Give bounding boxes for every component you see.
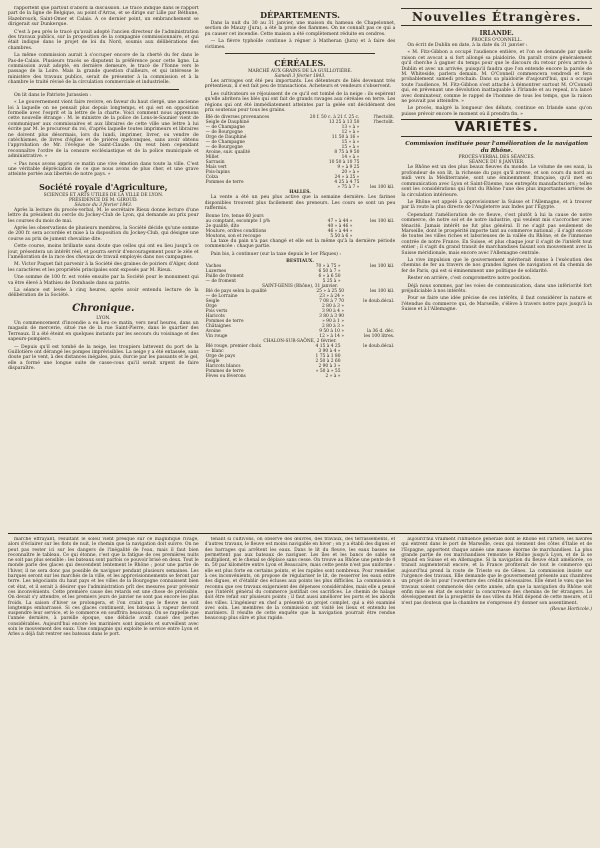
table-cell: 12 » à » bbox=[341, 130, 360, 136]
table-cell: 2e qualité, dito bbox=[205, 223, 240, 229]
table-cell: Millet bbox=[205, 155, 219, 161]
session-date: SÉANCE DU 8 JANVIER. bbox=[468, 160, 525, 166]
table-cell: 7 08 à 7 70 bbox=[319, 298, 345, 304]
table-cell: 3 80 à 3 90 bbox=[319, 313, 345, 319]
article-text: La vente a été un peu plus active que la semaine dernière. Les farines disponibles trouvent plus facilement des preneurs. Les cours se sont un peu raffermis. bbox=[204, 195, 396, 212]
table-cell: Pois-lupins bbox=[205, 170, 230, 176]
article-text: — La fièvre typhoïde continue à régner à Matheran (Jura) et à faire des victimes. bbox=[204, 39, 396, 50]
table-cell: 20 » à » bbox=[341, 170, 360, 176]
commission-heading: Commission instituée pour l'amélioration de la navigation du Rhône. bbox=[405, 141, 589, 154]
article-text: Pain bis, à continuer (sur la taxe depuis le 1er Pâques) : bbox=[210, 251, 341, 257]
article-text: Après la lecture du procès-verbal, M. le secrétaire Rieux donne lecture d'une lettre du président du cercle du Jockey-Club de Lyon, qui demande au prix pour les courses du mois de mai. bbox=[8, 207, 199, 224]
table-cell: 3 90 à 4 » bbox=[318, 348, 341, 354]
table-cell: 4 25 à 4 75 bbox=[334, 180, 360, 186]
article-text: « Pas nous avons appris ce matin une vive émotion dans toute la ville. C'est une véritable dépréciation de ce que nous avons de plus cher, et une grave atteinte portée aux libertés de notre pays. » bbox=[8, 161, 199, 178]
article-text: Le Rhône est appelé à approvisionner la Suisse et l'Allemagne, et à trouver par là route la plus directe de l'Angleterre aux Indes par l'Égypte. bbox=[401, 199, 593, 211]
table-cell: 4 15 à 4 25 bbox=[315, 343, 341, 349]
article-text: — Depuis qu'il est tombé de la neige, les troupiers lattevent du port de la Guillotière ont dérangé les pompes imprévisibles. La neige y a été entassée, sans doute par le vent, à des distances inégales, puis, durcie par les passants et le gel, elle a formé une longue suite de casse-cous qui'il serait urgent de faire disparaître. bbox=[8, 344, 199, 372]
article-text: Après les observations de plusieurs membres, la Société décide qu'une somme de 200 fr. sera accordée et mise à la disposition du Jockey-Club, qui désigne une course au prix de jument chevaline dite. bbox=[8, 226, 199, 242]
article-text: La séance est levée à cinq heures, après avoir entendu lecture de la délibération de la Société. bbox=[8, 288, 199, 299]
table-cell: — de Bourgogne bbox=[205, 145, 243, 151]
table-cell: 3 90 à 4 » bbox=[321, 308, 345, 314]
table-cell: Orge de pays bbox=[205, 353, 236, 359]
saint-genis-price-table bbox=[205, 289, 396, 339]
section-subheading: PROCÈS O'CONNELL. bbox=[471, 38, 523, 43]
article-text: On écrit de Dublin en date, à la date du 31 janvier : bbox=[407, 43, 528, 48]
table-cell: les 100 kil. bbox=[370, 263, 395, 269]
table-cell: — de Champagne bbox=[205, 140, 245, 146]
table-cell: 2 80 à 3 » bbox=[321, 323, 345, 329]
chalon-price-table bbox=[205, 344, 396, 379]
table-cell: 11 50 à 16 » bbox=[331, 135, 360, 141]
section-subheading: CHALON-SUR-SAÔNE, 2 février. bbox=[263, 338, 337, 344]
article-text: « M. Fitz-Gibbon a occupé l'audience entière, et l'on se demande par quelle raison cet avocat a si fort allongé sa plaidoirie. On paraît croire généralement qu'il cherche à gagner du temps pour que le discours du retour prévu arrive à Dublin et avec un arrivée, puisqu'il faudra que l'on entende encore la parole de M. Whiteside, parlera demain. M. O'Connell commencera vendredi et fera probablement samedi prochain. Dans sa plaidoirie d'aujourd'hui, qui a occupé toute l'audience, M. Fitz-Gibbon s'est attaché à démontrer surtout M. O'Connell qui, en prévenant une dévolution inattaquable à l'Irlande et au repeal, n'a lancé avec dominateur, comme le rappel de l'homme de tous les temps, que la raison ne pouvait pas atteindre. » bbox=[401, 50, 593, 105]
table-cell: — de Bourgogne bbox=[205, 130, 243, 136]
table-cell: la 36 d. déc. bbox=[367, 328, 395, 334]
table-cell: 40 » à 46 » bbox=[327, 223, 353, 229]
table-cell: 46 » à 44 » bbox=[327, 228, 353, 234]
article-lead: On lit dans le Patriote Jurassien : bbox=[14, 92, 92, 98]
column-3 bbox=[401, 6, 592, 530]
table-cell: Moulure, ordres conditions bbox=[205, 228, 267, 234]
article-text: La même commission aurait à s'occuper encore de la cherté du fer dans le Pas-de-Calais. Plusieurs tracés se disputent la préférence pour cette ligne. La commission avait adopté, en dernière demeure, le tracé de l'Yonne vers le passage de la Loire. Mais la grande question d'ailleurs, et qui intéresse le ministère des travaux publics, serait de présenter à la commission et à la chambre le traité révisé de la circulation commerciale et industrielle. bbox=[8, 53, 199, 86]
section-subheading: HALLES. bbox=[289, 190, 311, 196]
table-cell: » 75 à 7 » bbox=[337, 185, 360, 191]
table-cell: Maïs vert bbox=[205, 165, 227, 171]
table-cell: 12 » à 14 » bbox=[319, 333, 345, 339]
table-cell: Haricots blancs bbox=[205, 363, 241, 369]
table-cell: Orge de Dauphiné bbox=[205, 135, 247, 141]
table-cell: les 100 litres. bbox=[363, 333, 395, 339]
table-cell: 25 » à 25 50 bbox=[316, 288, 345, 294]
bottom-columns bbox=[8, 537, 592, 843]
table-cell bbox=[342, 374, 396, 379]
grain-price-table bbox=[205, 115, 396, 190]
section-heading-agriculture: Société royale d'Agriculture, bbox=[39, 181, 168, 192]
column-2 bbox=[205, 6, 396, 530]
section-subheading: MARCHÉ AUX GRAINS DE LA GUILLOTIÈRE. bbox=[248, 69, 352, 75]
article-text: Une somme de 100 fr. est votée ensuite par la Société pour le monument qui va être élevé à Mathieu de Dombasle dans sa patrie. bbox=[8, 275, 199, 286]
table-cell: l'hectolit. bbox=[373, 120, 395, 126]
table-cell: 24 » à 25 » bbox=[334, 175, 360, 181]
table-cell: 2 50 à 2 60 bbox=[315, 358, 341, 364]
table-cell: Colza bbox=[205, 175, 219, 181]
table-cell: Bonne 1re, tenue 60 jours bbox=[205, 213, 264, 219]
article-text: Cette course, moins brillante sans doute que celles qui ont eu lieu jusqu'à ce jour, présentera un intérêt réel, et pourra servir d'encouragement pour le zèle et l'amélioration de la race des chevaux de travail employés dans nos campagnes. bbox=[8, 244, 199, 261]
signature: (Revue Horticole.) bbox=[550, 606, 593, 612]
flour-price-table bbox=[205, 214, 396, 239]
article-text: Un commencement d'incendie a eu lieu ce matin, vers neuf heures, dans un magasin de mercerie, situé rue de la rue Saint-Pierre, dans le quartier des Terreaux. Il a été éteint en quelques instants par les secours du voisinage et des sapeurs-pompiers. bbox=[8, 320, 199, 343]
divider bbox=[225, 53, 376, 54]
table-cell: Pommes de terre bbox=[205, 180, 244, 186]
article-text: tenant si cultivons, on observe des œuvres, des travaux, des terrassements, et d'autres travaux, le fleuve est moins navigable en hiver ; on y a établi des digues et des barrages qui arrêtent les eaux. Dans le lit du fleuve, les eaux basses ne permettent pas aux bateaux de naviguer. Les îles et les bancs de sable se multiplient, et le chenal se déplace sans cesse. On trouve au Rhône une pente de 0 m. 50 par kilomètre entre Lyon et Beaucaire, mais cette pente n'est pas uniforme : elle est plus forte en certains points, et les rapides sont nombreux. Pour remédier à ces inconvénients, on propose de régulariser le lit, de resserrer les eaux entre des digues, et d'établir des écluses aux points les plus difficiles. La commission a reconnu que ces travaux exigeraient des dépenses considérables, mais elle a pensé que l'intérêt général du commerce justifiait ces sacrifices. Le chemin de halage doit être refait sur plusieurs points ; il faut aussi améliorer les ports et les abords des villes. L'ingénieur en chef a présenté un projet complet, qui a été examiné avec soin. Les membres de la commission ont visité les lieux et entendu les mariniers. Il résulte de cette enquête que la navigation pourrait être rendue beaucoup plus sûre et plus rapide. bbox=[204, 537, 396, 622]
table-cell: 15 » à » bbox=[341, 145, 360, 151]
table-cell: — de Lorraine bbox=[205, 293, 238, 299]
table-cell: Seigle bbox=[205, 298, 220, 304]
section-subheading: SAINT-GENIS (Rhône), 31 janvier. bbox=[262, 283, 338, 289]
table-cell: Moutons, son et recoupe bbox=[205, 233, 261, 239]
section-heading-chronique: Chronique. bbox=[72, 302, 135, 314]
table-cell: l'hectolit. bbox=[373, 115, 395, 121]
table-cell: 20 f. 50 c. à 21 f. 25 c. bbox=[309, 115, 360, 121]
table-cell: 1 75 à 1 80 bbox=[315, 353, 341, 359]
table-cell: 13 25 à 13 50 bbox=[328, 120, 360, 126]
table-cell: Seigle de Dauphiné bbox=[205, 120, 250, 126]
table-cell: le doub.décal. bbox=[363, 298, 395, 304]
article-text: Dans la nuit du 30 au 31 janvier, une maison du hameau de Chapelonnet, section de Mauzy (Jura), a été la proie des flammes. On ne connaît pas ce qui a pu causer cet incendie. Cette maison a été complètement réduite en cendres. bbox=[204, 21, 396, 37]
table-cell: 5 50 à 6 » bbox=[330, 233, 353, 239]
table-cell: 6 » à 6 50 bbox=[318, 273, 341, 279]
article-text: Le procès, malgré la longueur des débats, continue en Irlande sans qu'on puisse prévoir encore le moment où il prendra fin. » bbox=[401, 106, 593, 117]
table-cell: Seigle bbox=[205, 358, 220, 364]
table-cell: 23 » à 24 » bbox=[319, 293, 345, 299]
section-banner-varietes: VARIÉTÉS. bbox=[401, 119, 592, 137]
table-cell: les 100 kil. bbox=[370, 185, 395, 191]
top-columns bbox=[8, 6, 592, 530]
article-text: Les arrivages ont été peu importants. Les détenteurs de blés devenant très prétentieux, il s'est fait peu de transactions. Acheteurs et vendeurs s'observent. bbox=[204, 79, 396, 90]
table-cell: Blé de diverses provenances bbox=[205, 115, 270, 121]
section-subheading: PRÉSIDENCE DE M. GIROUD. bbox=[68, 197, 138, 203]
session-date: Séance du 3 février 1843. bbox=[74, 202, 133, 208]
article-text: rapportent que partout d'abord la discussion. Le tracé indiqué dans le rapport part de la ligne de Belgique, au point d'Arras, et se dirige sur Lille par Béthune, Hazebrouck, Saint-Omer et Calais. A ce dernier point, un embranchement se dirigerait sur Dunkerque. bbox=[8, 6, 199, 28]
table-cell: Pois verts bbox=[205, 308, 228, 314]
column-1 bbox=[8, 6, 199, 530]
section-subheading: LYON. bbox=[96, 315, 111, 321]
bottom-column-3 bbox=[401, 537, 592, 843]
table-cell: Blé rouge, premier choix bbox=[205, 343, 262, 349]
table-cell: les 100 kil. bbox=[370, 288, 395, 294]
article-text: Déjà nous sommes, par les voies de communication, dans une infériorité fort préjudiciable à nos intérêts. bbox=[401, 283, 593, 294]
article-text: Rester en arrière, c'est compromettre notre position. bbox=[407, 276, 532, 282]
section-heading-irlande: IRLANDE. bbox=[479, 30, 514, 37]
table-cell: Orge bbox=[205, 303, 217, 309]
table-cell: » 50 à » 55 bbox=[315, 368, 341, 374]
section-subheading: BESTIAUX. bbox=[286, 258, 314, 264]
bottom-column-2 bbox=[205, 537, 396, 843]
table-cell: 2 90 à 3 » bbox=[318, 363, 341, 369]
article-text: Cependant l'amélioration de ce fleuve, c'est plutôt à lui la cause de notre commerce, de notre sol et de notre industrie, qui veulent mis s'accrocher avec ténacité. Jamais intérêt ne fut plus général. Il ne s'agit pas seulement de Marseille, dont le prospérité importe tant au commerce national ; il s'agit encore de toutes les villes riches et laborieuses de la vallée du Rhône, et de l'immense contrée de notre France. En Suisse, et plus chaque jour il s'agit de l'intérêt tout entier ; il s'agit du grand transit de marchandises faisant son mouvement avec la Suisse méridionale, mais encore avec l'Allemagne centrale. bbox=[401, 212, 593, 256]
table-cell: 8 75 à 9 50 bbox=[334, 150, 360, 156]
table-cell: Haricots bbox=[205, 313, 225, 319]
article-text: M. Victor Paquet fait parvenir à la Société des graines de poiriers d'Alger, dont les caractères et les propriétés principales sont exposés par M. Rieux. bbox=[8, 262, 199, 273]
table-cell: Vin rouge bbox=[205, 333, 228, 339]
table-cell: Paille de froment bbox=[205, 273, 244, 279]
table-cell: 5 25 à » bbox=[322, 278, 341, 284]
table-cell: 70 » à 75 » bbox=[315, 263, 341, 269]
article-text: aujourd'hui vraiment l'influence générale dont le Rhône est l'artère, les navires qui entrent dans le port de Marseille, ceux qui viennent des côtes d'Italie et de l'Espagne, apportent chaque année une masse énorme de marchandises. La plus grande partie de ces marchandises remonte le Rhône jusqu'à Lyon, et de là se répand en Suisse et en Allemagne. Si la navigation du fleuve était améliorée, ce transit augmenterait encore, et la France profiterait de tout le commerce qui aujourd'hui prend la route de Trieste ou de Gênes. La commission insiste sur l'urgence des travaux. Elle demande que le gouvernement présente aux chambres un projet de loi pour l'ouverture des crédits nécessaires. Elle émet le vœu que les travaux soient commencés dès cette année, afin que la navigation du Rhône soit enfin mise en état de soutenir la concurrence des chemins de fer étrangers. Le développement de la prospérité de nos villes du Midi dépend de cette mesure, et il n'est pas douteux que la chambre ne s'empresse d'y donner son assentiment. bbox=[401, 537, 593, 606]
article-text: Les cultivateurs se réjouissent de ce qu'il est tombé de la neige : ils espèrent qu'elle abritera les blés qui ont fait de grands ravages aux céréales en terre. Les régions qui ont été immédiatement atteintes par la gelée ont décidément des prix soutenus pour tous les grains. bbox=[204, 91, 396, 114]
table-row bbox=[205, 374, 396, 379]
forage-price-table bbox=[205, 264, 396, 284]
section-subheading: PROCÈS-VERBAL DES SÉANCES. bbox=[458, 155, 535, 161]
table-cell: au comptant, escompte 1 p% bbox=[205, 218, 271, 224]
section-heading-cereales: CÉRÉALES. bbox=[274, 58, 326, 69]
table-cell: » 90 à 1 » bbox=[322, 318, 345, 324]
table-cell: 10 50 à 10 75 bbox=[328, 160, 360, 166]
table-cell: Blé de pays selon la qualité bbox=[205, 288, 267, 294]
table-cell: Avoine bbox=[205, 328, 221, 334]
table-cell: Châtaignes bbox=[205, 323, 231, 329]
table-cell: — blanc bbox=[205, 348, 224, 354]
table-cell: — de Champagne bbox=[205, 125, 245, 131]
table-cell: Fèves ou féverons bbox=[205, 373, 246, 379]
section-banner-nouvelles: Nouvelles Étrangères. bbox=[401, 8, 592, 26]
table-cell: Vaches bbox=[205, 263, 222, 269]
table-cell: les 100 kil. bbox=[370, 218, 395, 224]
article-text: « Le gouvernement vient faire revivre, en faveur du haut clergé, une ancienne loi à laquelle on ne pensait plus depuis longtemps, et qui est en opposition formelle avec l'esprit et la lettre de la charte. Voici comment nous apprenons cette nouvelle étrange : M. le ministre de la police de Lons-le-Saunier vient de communiquer aux commissaires et aux libraires de cette ville une lettre à lui écrite par M. le procureur du roi, d'après laquelle toutes imprimeurs et libraires ne doivent plus désormais, lors du lundi, imprimer, livrer, ou vendre de catéchismes, de livres d'église et de prières quelconques, sans avoir obtenu l'approbation de Mr. l'évêque de Saint-Claude. On veut bien cependant reconnaître l'ordre de la censure ecclésiastique et de la police municipale et administrative. » bbox=[8, 100, 199, 160]
table-cell: Avoine, suiv. qualité bbox=[205, 150, 251, 156]
article-text: Pour se faire une idée précise de ces intérêts, il faut considérer la nature et l'étendue du commerce qui, de Marseille, s'élève à travers notre pays jusqu'à la Suisse et à l'Allemagne. bbox=[401, 296, 593, 313]
table-cell: 15 » à » bbox=[341, 140, 360, 146]
table-cell: Luzernes bbox=[205, 268, 227, 274]
table-cell: 2 80 à 3 » bbox=[321, 303, 345, 309]
table-cell: — de froment bbox=[205, 278, 236, 284]
bottom-column-1 bbox=[8, 537, 199, 843]
section-heading-departements: DÉPARTEMENTS. bbox=[260, 10, 340, 20]
table-cell: 9 » à 9 25 bbox=[337, 165, 360, 171]
feuilleton-divider bbox=[8, 533, 592, 534]
table-cell: 14 » à » bbox=[341, 155, 360, 161]
divider bbox=[28, 89, 179, 90]
table-cell: Pommes de terre bbox=[205, 318, 244, 324]
market-date: Samedi 3 février 1843. bbox=[274, 74, 326, 80]
table-cell: Pommes de terre bbox=[205, 368, 244, 374]
table-cell: Sarrasin bbox=[205, 160, 225, 166]
article-text: La vive impulsion que le gouvernement mériterait donne à l'exécution des chemins de fer au travers de nos grandes lignes de navigation et du chemin de fer de Paris, qui est si éminemment une politique de solidarité. bbox=[401, 257, 593, 274]
article-text: C'est à peu près le tracé qu'avait adopté l'ancien directeur de l'administration des travaux publics, sur la proposition de la compagnie commissionnaire, et qui était indiqué dans le projet de loi du Nord, soumis aux délibérations des chambres. bbox=[8, 29, 199, 51]
section-subheading: SCIENCES ET ARTS UTILES DE LA VILLE DE LYON. bbox=[43, 192, 164, 198]
table-cell: le doub.décal. bbox=[363, 343, 395, 349]
table-cell: 13 » à » bbox=[341, 125, 360, 131]
table-cell: 2 » à » bbox=[325, 373, 341, 379]
table-cell: 9 50 à 10 » bbox=[319, 328, 345, 334]
table-cell: 47 » à 44 » bbox=[327, 218, 353, 224]
table-cell: 6 50 à 7 » bbox=[318, 268, 341, 274]
article-text: La taxe du pain n'a pas changé et elle est la même qu'à la dernière période commencée : chaque partie. bbox=[204, 238, 396, 250]
article-text: Le Rhône est un des plus beaux fleuves du monde. Le volume de ses eaux, la profondeur de son lit, la richesse du pays qu'il arrose, et son cours du nord au midi vers la Méditerranée, sont une éminemment française, qu'il met en communication avec Lyon et Saint-Étienne, nos entrepôts manufacturiers ; telles sont les considérations qui font du Rhône l'une des plus importantes artères de la circulation intérieure. bbox=[401, 165, 593, 198]
article-text: marche effrayant, résultant le soleil vient presque sur ce magnifique rivage, alors d'éclairer sur les flots de nuit, le chemin que la navigation doit suivre. On ne peut pas rester ici sur les dangers de l'inégalité de l'eau, mais il faut bien reconnaître le tableau. Ce qui étonne, c'est que la fatigue de ces premières nuits ne soit pas plus sensible : les bateaux sont parfois ce pouvoir brisé en deux. Tout le monde parle des glaces qui descendent lentement le Rhône ; pour une partie de l'hiver, il ne sera donc pas possible de naviguer pendant plusieurs semaines. Les barques seront sur les marchés de la ville, et les approvisionnements se feront par terre. Les négociants du haut pays et les villes de la Bourgogne connaissent bien cet état, et il serait à désirer que l'administration prît des mesures pour prévenir ces inconvénients. Cette première cause des retards est une chose de prévisible. On devait s'y attendre, et les premiers jours de janvier ne sont pas encore les plus froids. La saison d'hiver se prolongera, et l'on craint que le fleuve ne soit longtemps embarrassé. Si ces glaces continuent, les bateaux à vapeur devront suspendre leur service, et le commerce en souffrira beaucoup. On se rappelle que l'année dernière, à pareille époque, une débâcle avait causé des pertes considérables. Aujourd'hui encore les mariniers sont inquiets et surveillent avec soin le mouvement des eaux. Une compagnie qui exploite le service entre Lyon et Arles a déjà fait rentrer ses bateaux dans le port. bbox=[8, 537, 199, 638]
